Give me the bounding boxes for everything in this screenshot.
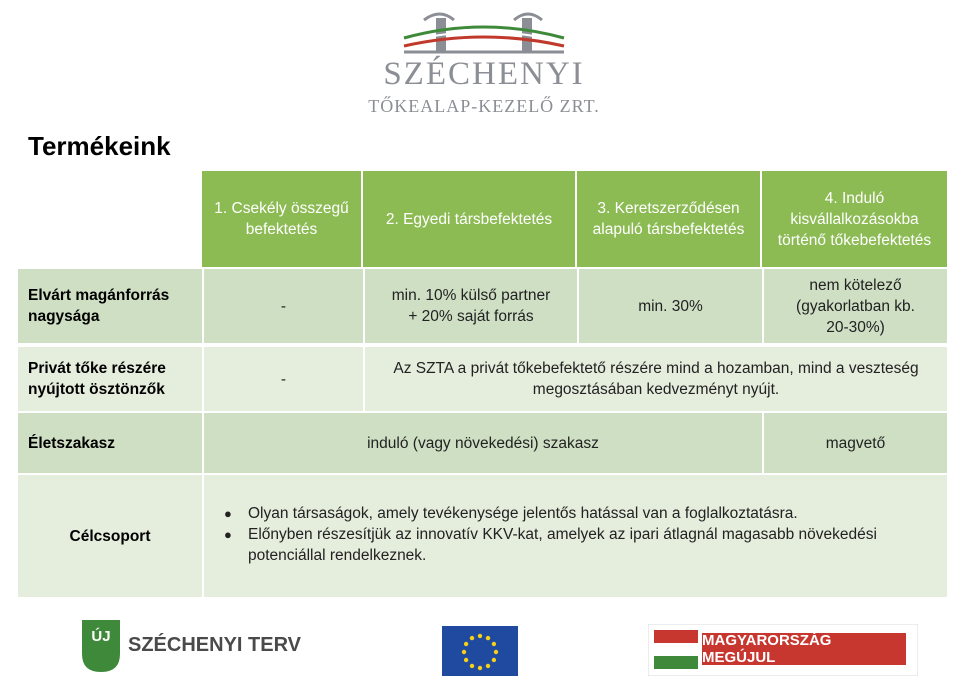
row2-col-1: -: [202, 345, 363, 411]
page-title: Termékeink: [28, 131, 171, 161]
header-col-4: 4. Induló kisvállalkozásokba történő tőkebefektetés: [762, 171, 947, 267]
bridge-icon: [364, 0, 604, 60]
uj-badge-text: ÚJ: [91, 628, 111, 645]
eu-flag-icon: [442, 626, 518, 676]
bullet-text: Olyan társaságok, amely tevékenysége jelentős hatással van a foglalkoztatásra.: [248, 505, 798, 522]
uj-szechenyi-terv-logo: [82, 620, 302, 680]
logo-subtitle: TŐKEALAP-KEZELŐ ZRT.: [368, 96, 600, 116]
row1-col-3: min. 30%: [577, 269, 762, 343]
row1-col-1: -: [202, 269, 363, 343]
szechenyi-terv-text: SZÉCHENYI TERV: [128, 634, 301, 656]
row-label-celcsoport: Célcsoport: [18, 473, 202, 597]
logo-name: SZÉCHENYI: [383, 56, 585, 92]
row-label-eletszakasz: Életszakasz: [18, 411, 202, 473]
header-col-3: 3. Keretszerződésen alapuló társbefektetés: [577, 171, 762, 267]
szechenyi-tokealap-logo: [364, 0, 604, 122]
header-col-2: 2. Egyedi társbefektetés: [363, 171, 577, 267]
row-label-privat-toke: Privát tőke részére nyújtott ösztönzők: [18, 345, 202, 411]
row-label-elvart-maganforras: Elvárt magánforrás nagysága: [18, 269, 202, 343]
row1-col-4: nem kötelező (gyakorlatban kb. 20-30%): [762, 269, 947, 343]
header-col-1: 1. Csekély összegű befektetés: [202, 171, 363, 267]
row3-merged: induló (vagy növekedési) szakasz: [202, 411, 762, 473]
magyarorszag-megujul-text: MAGYARORSZÁG MEGÚJUL: [702, 632, 832, 666]
list-item: [224, 524, 927, 566]
list-item: [224, 503, 798, 524]
bullet-icon: ●: [224, 506, 232, 521]
row2-merged: Az SZTA a privát tőkebefektető részére mind a hozamban, mind a veszteség megosztásában kedvezményt nyújt.: [363, 345, 947, 411]
row1-col-2: min. 10% külső partner + 20% saját forrás: [363, 269, 577, 343]
row3-col-4: magvető: [762, 411, 947, 473]
bullet-icon: ●: [224, 527, 232, 542]
row4-bullets: [202, 473, 947, 597]
bullet-text: Előnyben részesítjük az innovatív KKV-kat, amelyek az ipari átlagnál magasabb növekedési potenciállal rendelkeznek.: [248, 526, 877, 564]
magyarorszag-megujul-banner: [648, 624, 918, 676]
